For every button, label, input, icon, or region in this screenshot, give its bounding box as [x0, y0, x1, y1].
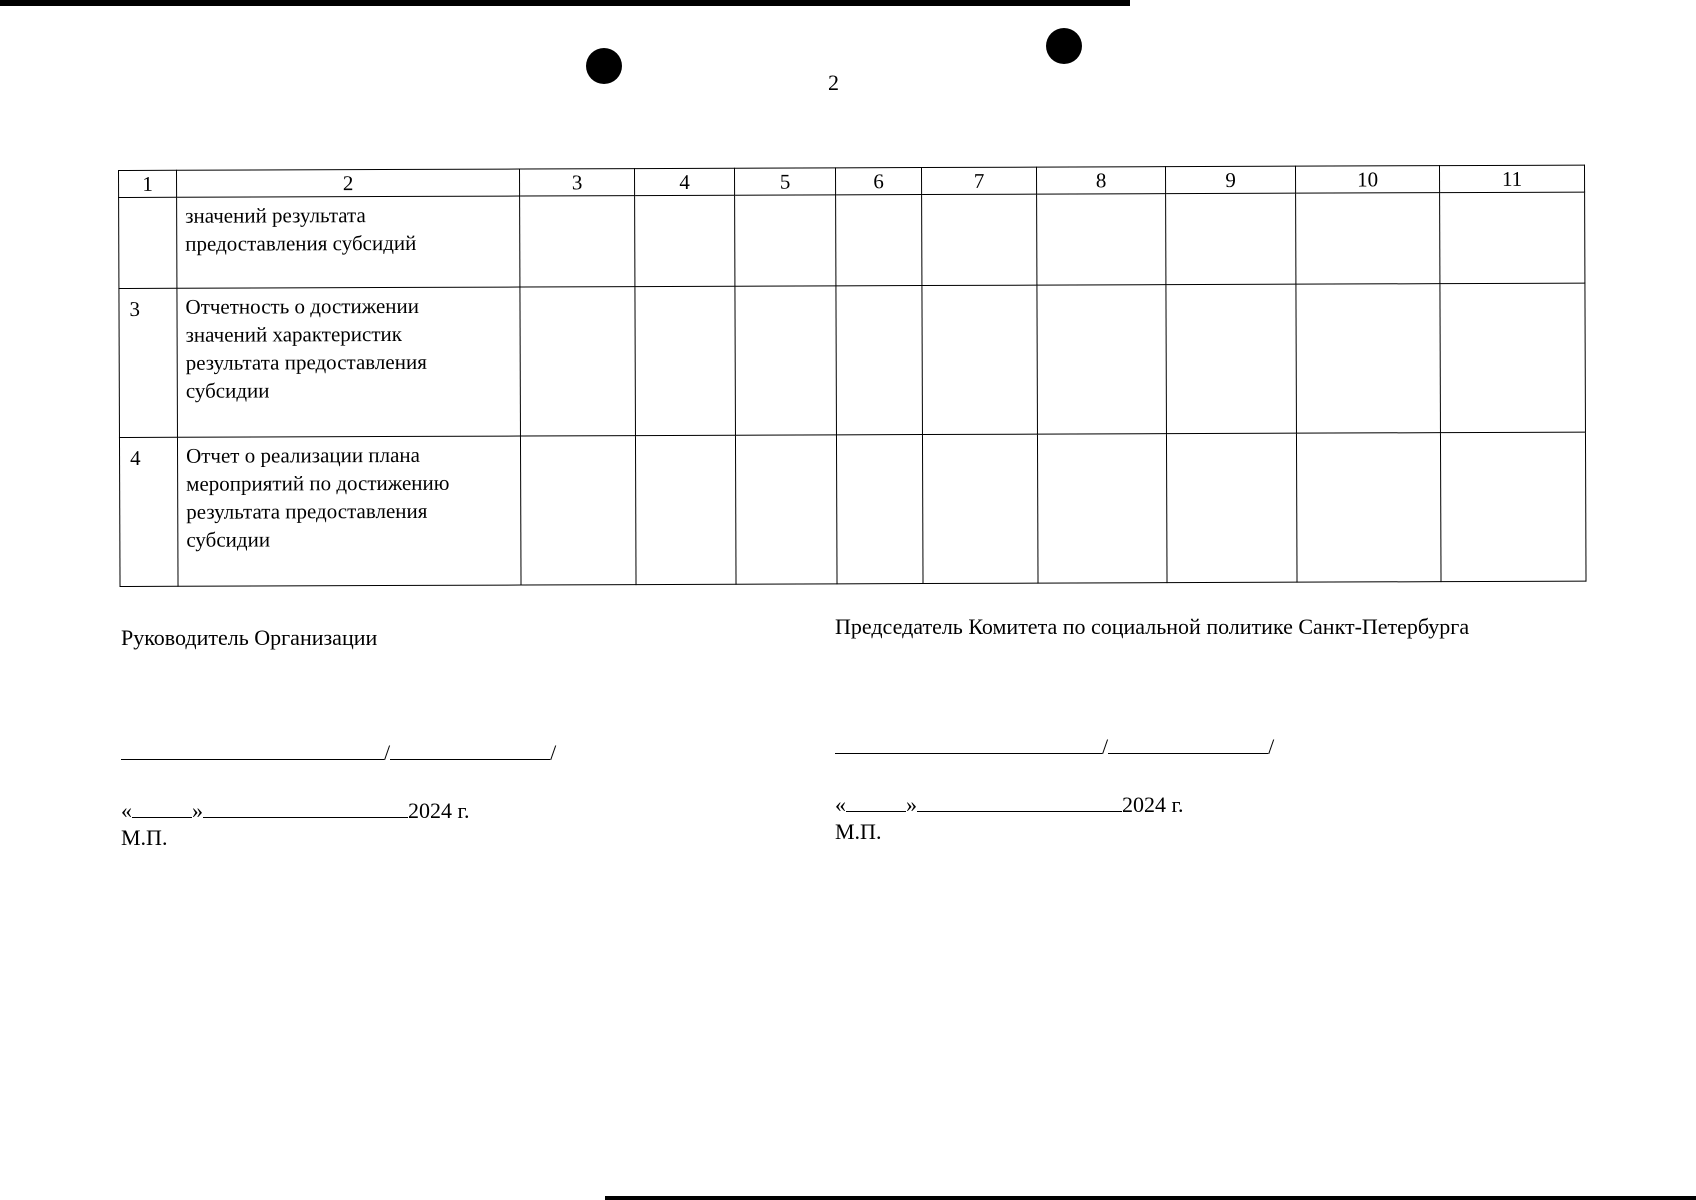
header-cell: 10 [1295, 166, 1439, 194]
report-table-container [118, 165, 1587, 587]
row-text-line: субсидии [186, 527, 271, 552]
table-row [119, 192, 1585, 288]
row-number-cell [119, 197, 177, 288]
empty-cell [1037, 194, 1166, 285]
empty-cell [520, 436, 636, 585]
table-row [119, 432, 1586, 586]
empty-cell [836, 195, 922, 286]
date-year: 2024 г. [1122, 792, 1184, 817]
signature-line [121, 737, 556, 766]
empty-cell [922, 194, 1037, 285]
empty-cell [520, 287, 636, 436]
row-text-line: мероприятий по достижению [186, 470, 450, 496]
date-quote-open: « [835, 792, 846, 817]
name-blank [1108, 731, 1268, 754]
empty-cell [922, 285, 1038, 434]
row-text-line: значений характеристик [185, 321, 402, 347]
empty-cell [735, 195, 836, 286]
header-cell: 5 [734, 168, 835, 195]
row-text-line: субсидии [185, 378, 270, 403]
table-row [119, 283, 1586, 437]
row-text-line: результата предоставления [185, 349, 427, 375]
date-quote-open: « [121, 798, 132, 823]
row-text-line: Отчет о реализации плана [186, 442, 420, 468]
header-cell: 1 [119, 170, 177, 197]
committee-chairman-title: Председатель Комитета по социальной политике Санкт-Петербурга [835, 614, 1470, 639]
empty-cell [1440, 283, 1586, 433]
date-line [121, 795, 470, 824]
empty-cell [735, 286, 837, 435]
empty-cell [1166, 284, 1297, 433]
signature-separator: / [550, 740, 557, 765]
empty-cell [922, 434, 1038, 583]
empty-cell [1440, 432, 1586, 582]
row-text-line: результата предоставления [186, 498, 428, 524]
scan-edge-bottom [605, 1196, 1696, 1200]
signature-block-committee [835, 614, 1635, 854]
empty-cell [1037, 434, 1167, 583]
signature-line [835, 731, 1274, 760]
empty-cell [1037, 285, 1167, 434]
month-blank [203, 795, 408, 818]
signature-separator: / [384, 740, 391, 765]
header-cell: 11 [1439, 165, 1584, 193]
empty-cell [1440, 192, 1585, 284]
row-description-cell [177, 436, 521, 586]
date-quote-close: » [192, 798, 203, 823]
header-cell: 8 [1036, 167, 1165, 194]
date-line [835, 789, 1184, 818]
header-cell: 3 [519, 169, 634, 196]
row-text-line: значений результата [185, 203, 366, 228]
header-cell: 4 [634, 168, 734, 195]
empty-cell [836, 286, 923, 435]
month-blank [917, 789, 1122, 812]
date-year: 2024 г. [408, 798, 470, 823]
signature-block-organization [121, 625, 741, 865]
report-table [118, 165, 1587, 587]
empty-cell [1166, 433, 1297, 582]
organization-head-title: Руководитель Организации [121, 625, 378, 650]
signature-separator: / [1268, 734, 1275, 759]
row-description-cell [177, 196, 520, 288]
empty-cell [1296, 433, 1441, 583]
stamp-place-label: М.П. [121, 825, 168, 850]
scan-edge-top [0, 0, 1130, 6]
header-cell: 9 [1165, 166, 1295, 193]
empty-cell [520, 196, 635, 287]
empty-cell [1296, 193, 1440, 285]
row-number-cell: 3 [119, 288, 178, 437]
header-cell: 2 [177, 169, 520, 197]
signature-separator: / [1102, 734, 1109, 759]
empty-cell [635, 195, 735, 286]
signature-blank [121, 737, 384, 760]
page-number: 2 [828, 70, 839, 95]
row-number-cell: 4 [119, 437, 178, 586]
row-text-line: Отчетность о достижении [185, 293, 419, 319]
empty-cell [735, 435, 837, 584]
empty-cell [836, 435, 923, 584]
stamp-place-label: М.П. [835, 819, 882, 844]
name-blank [390, 737, 550, 760]
empty-cell [1296, 284, 1441, 434]
day-blank [846, 789, 906, 812]
row-text-line: предоставления субсидий [185, 230, 417, 256]
signature-blank [835, 731, 1102, 754]
empty-cell [635, 435, 736, 584]
empty-cell [1166, 193, 1296, 284]
empty-cell [635, 286, 736, 435]
row-description-cell [177, 287, 521, 437]
header-cell: 7 [921, 167, 1036, 194]
punch-hole-left [586, 48, 622, 84]
date-quote-close: » [906, 792, 917, 817]
day-blank [132, 795, 192, 818]
punch-hole-right [1046, 28, 1082, 64]
header-cell: 6 [835, 168, 921, 195]
